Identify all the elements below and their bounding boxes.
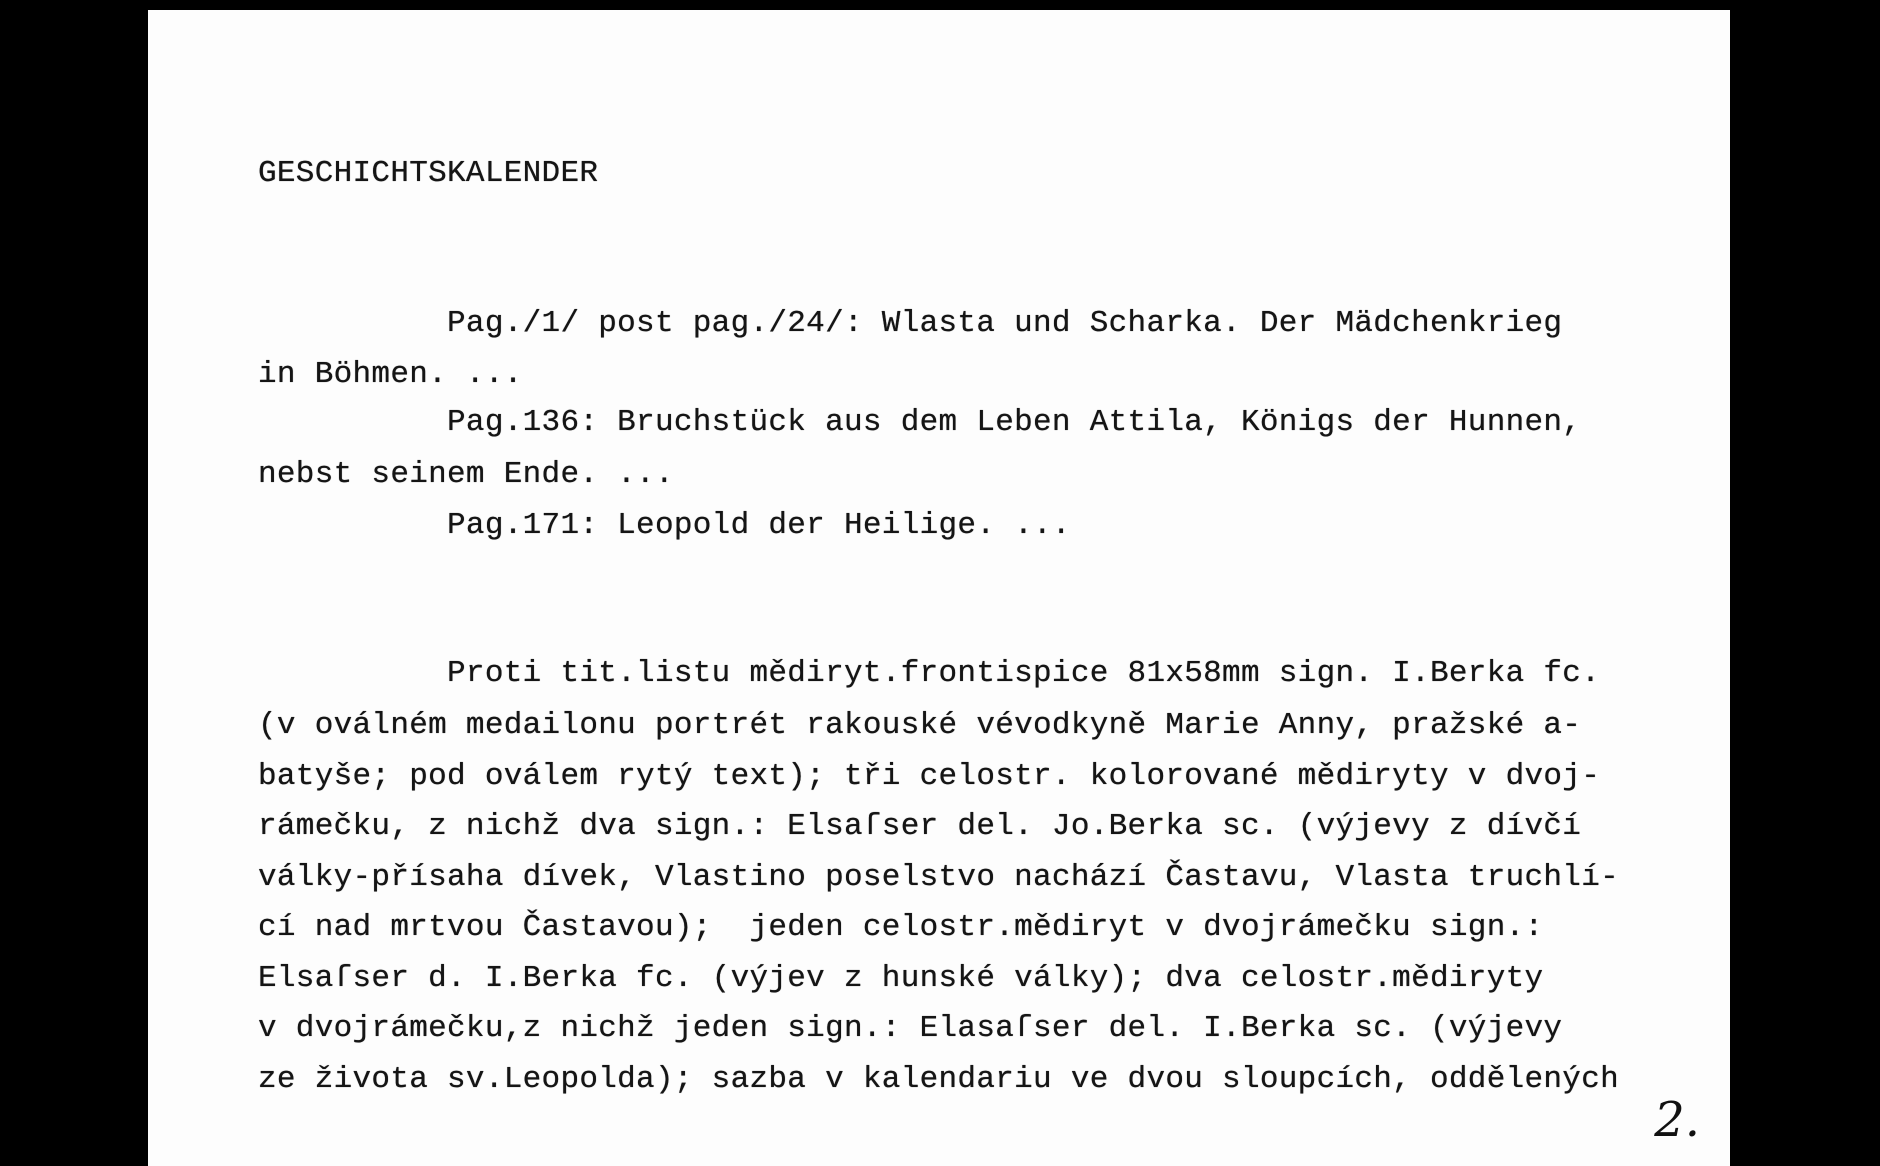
text-line: Elsaſser d. I.Berka fc. (výjev z hunské války); dva celostr.mědiryty: [258, 961, 1544, 996]
text-line: Proti tit.listu mědiryt.frontispice 81x58mm sign. I.Berka fc.: [258, 656, 1601, 691]
text-line: války-přísaha dívek, Vlastino poselstvo nachází Častavu, Vlasta truchlí-: [258, 860, 1620, 895]
text-line: v dvojrámečku,z nichž jeden sign.: Elasaſser del. I.Berka sc. (výjevy: [258, 1011, 1563, 1046]
text-line: rámečku, z nichž dva sign.: Elsaſser del. Jo.Berka sc. (výjevy z dívčí: [258, 809, 1582, 844]
text-line: batyše; pod oválem rytý text); tři celostr. kolorované mědiryty v dvoj-: [258, 759, 1601, 794]
document-heading: GESCHICHTSKALENDER: [258, 156, 599, 191]
text-line: nebst seinem Ende. ...: [258, 457, 674, 492]
text-line: in Böhmen. ...: [258, 357, 523, 392]
text-line: (v oválném medailonu portrét rakouské vévodkyně Marie Anny, pražské a-: [258, 708, 1582, 743]
text-line: cí nad mrtvou Častavou); jeden celostr.mědiryt v dvojrámečku sign.:: [258, 910, 1544, 945]
catalog-card: [148, 10, 1730, 1166]
text-line: Pag./1/ post pag./24/: Wlasta und Scharka. Der Mädchenkrieg: [258, 306, 1563, 341]
page-number: 2.: [1654, 1092, 1700, 1148]
text-line: Pag.136: Bruchstück aus dem Leben Attila, Königs der Hunnen,: [258, 405, 1582, 440]
text-line: Pag.171: Leopold der Heilige. ...: [258, 508, 1071, 543]
text-line: ze života sv.Leopolda); sazba v kalendariu ve dvou sloupcích, oddělených: [258, 1062, 1620, 1097]
